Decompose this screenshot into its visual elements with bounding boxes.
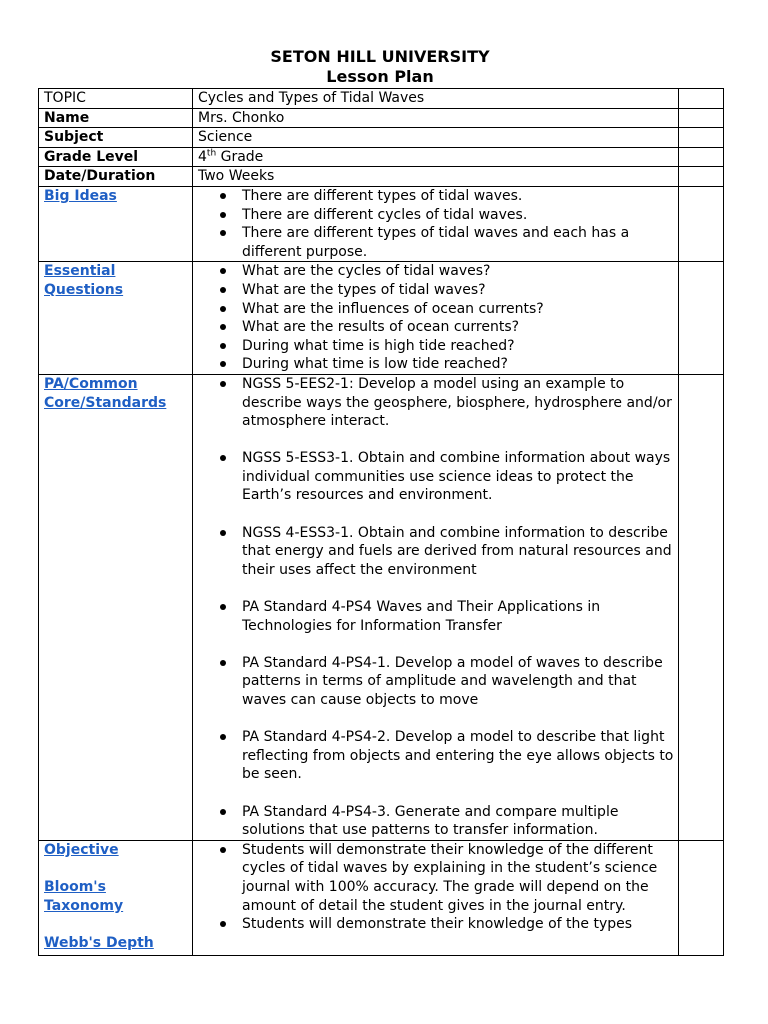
standards-cell <box>193 374 679 840</box>
standards-list <box>198 375 674 840</box>
objective-label-cell <box>39 840 193 955</box>
empty-cell <box>679 262 724 375</box>
big-ideas-cell <box>193 186 679 261</box>
objective-cell <box>193 840 679 955</box>
empty-cell <box>679 167 724 187</box>
essential-questions-link-line2[interactable]: Questions <box>44 281 124 298</box>
essential-questions-cell <box>193 262 679 375</box>
row-topic <box>39 89 724 109</box>
blooms-taxonomy-link-line2[interactable]: Taxonomy <box>44 897 124 914</box>
list-item: There are different types of tidal waves and each has a different purpose. <box>242 224 674 261</box>
empty-cell <box>679 128 724 148</box>
list-item: Students will demonstrate their knowledge of the types <box>242 915 674 934</box>
objective-list <box>198 841 674 934</box>
list-item: There are different types of tidal waves. <box>242 187 674 206</box>
grade-level-value <box>193 147 679 167</box>
list-item: During what time is high tide reached? <box>242 337 674 356</box>
list-item: There are different cycles of tidal waves. <box>242 206 674 225</box>
topic-value: Cycles and Types of Tidal Waves <box>193 89 679 109</box>
subject-label: Subject <box>39 128 193 148</box>
grade-number: 4 <box>198 148 207 165</box>
row-essential-questions <box>39 262 724 375</box>
blooms-taxonomy-link-line1[interactable]: Bloom's <box>44 878 106 895</box>
row-name <box>39 108 724 128</box>
essential-questions-list <box>198 262 674 374</box>
list-item: What are the types of tidal waves? <box>242 281 674 300</box>
name-label: Name <box>39 108 193 128</box>
lesson-plan-table <box>38 88 724 956</box>
row-date-duration <box>39 167 724 187</box>
empty-cell <box>679 89 724 109</box>
subject-value: Science <box>193 128 679 148</box>
list-item: Students will demonstrate their knowledge of the different cycles of tidal waves by explaining in the student’s science journal with 100% accuracy. The grade will depend on the amount of detail the student gives in the journal entry. <box>242 841 674 915</box>
standards-label-cell <box>39 374 193 840</box>
essential-questions-link-line1[interactable]: Essential <box>44 263 116 280</box>
essential-questions-label-cell <box>39 262 193 375</box>
empty-cell <box>679 108 724 128</box>
empty-cell <box>679 840 724 955</box>
duration-label: Date/Duration <box>39 167 193 187</box>
university-name: SETON HILL UNIVERSITY <box>270 47 490 66</box>
row-subject <box>39 128 724 148</box>
list-item: During what time is low tide reached? <box>242 355 674 374</box>
row-standards <box>39 374 724 840</box>
big-ideas-list <box>198 187 674 261</box>
row-grade-level <box>39 147 724 167</box>
grade-level-label: Grade Level <box>39 147 193 167</box>
standards-link-line2[interactable]: Core/Standards <box>44 394 167 411</box>
big-ideas-label-cell <box>39 186 193 261</box>
document-header <box>38 47 722 87</box>
empty-cell <box>679 147 724 167</box>
objective-link[interactable]: Objective <box>44 841 119 858</box>
row-big-ideas <box>39 186 724 261</box>
list-item: What are the cycles of tidal waves? <box>242 262 674 281</box>
list-item: NGSS 5-ESS3-1. Obtain and combine information about ways individual communities use science ideas to protect the Earth’s resources and environment. <box>242 449 674 505</box>
name-value: Mrs. Chonko <box>193 108 679 128</box>
grade-ordinal: th <box>206 148 217 159</box>
duration-value: Two Weeks <box>193 167 679 187</box>
list-item: What are the results of ocean currents? <box>242 318 674 337</box>
list-item: PA Standard 4-PS4-3. Generate and compare multiple solutions that use patterns to transfer information. <box>242 803 674 840</box>
empty-cell <box>679 186 724 261</box>
empty-cell <box>679 374 724 840</box>
list-item: What are the influences of ocean currents? <box>242 300 674 319</box>
topic-label: TOPIC <box>39 89 193 109</box>
document-title: Lesson Plan <box>326 67 434 86</box>
big-ideas-link[interactable]: Big Ideas <box>44 187 117 204</box>
list-item: PA Standard 4-PS4-1. Develop a model of waves to describe patterns in terms of amplitude and wavelength and that waves can cause objects to move <box>242 654 674 710</box>
list-item: PA Standard 4-PS4 Waves and Their Applications in Technologies for Information Transfer <box>242 598 674 635</box>
grade-word: Grade <box>216 148 264 165</box>
standards-link-line1[interactable]: PA/Common <box>44 375 138 392</box>
row-objective <box>39 840 724 955</box>
list-item: NGSS 5-EES2-1: Develop a model using an example to describe ways the geosphere, biosphere, hydrosphere and/or atmosphere interact. <box>242 375 674 431</box>
webbs-depth-link[interactable]: Webb's Depth <box>44 934 154 951</box>
list-item: PA Standard 4-PS4-2. Develop a model to describe that light reflecting from objects and entering the eye allows objects to be seen. <box>242 729 674 783</box>
list-item: NGSS 4-ESS3-1. Obtain and combine information to describe that energy and fuels are derived from natural resources and their uses affect the environment <box>242 524 674 580</box>
